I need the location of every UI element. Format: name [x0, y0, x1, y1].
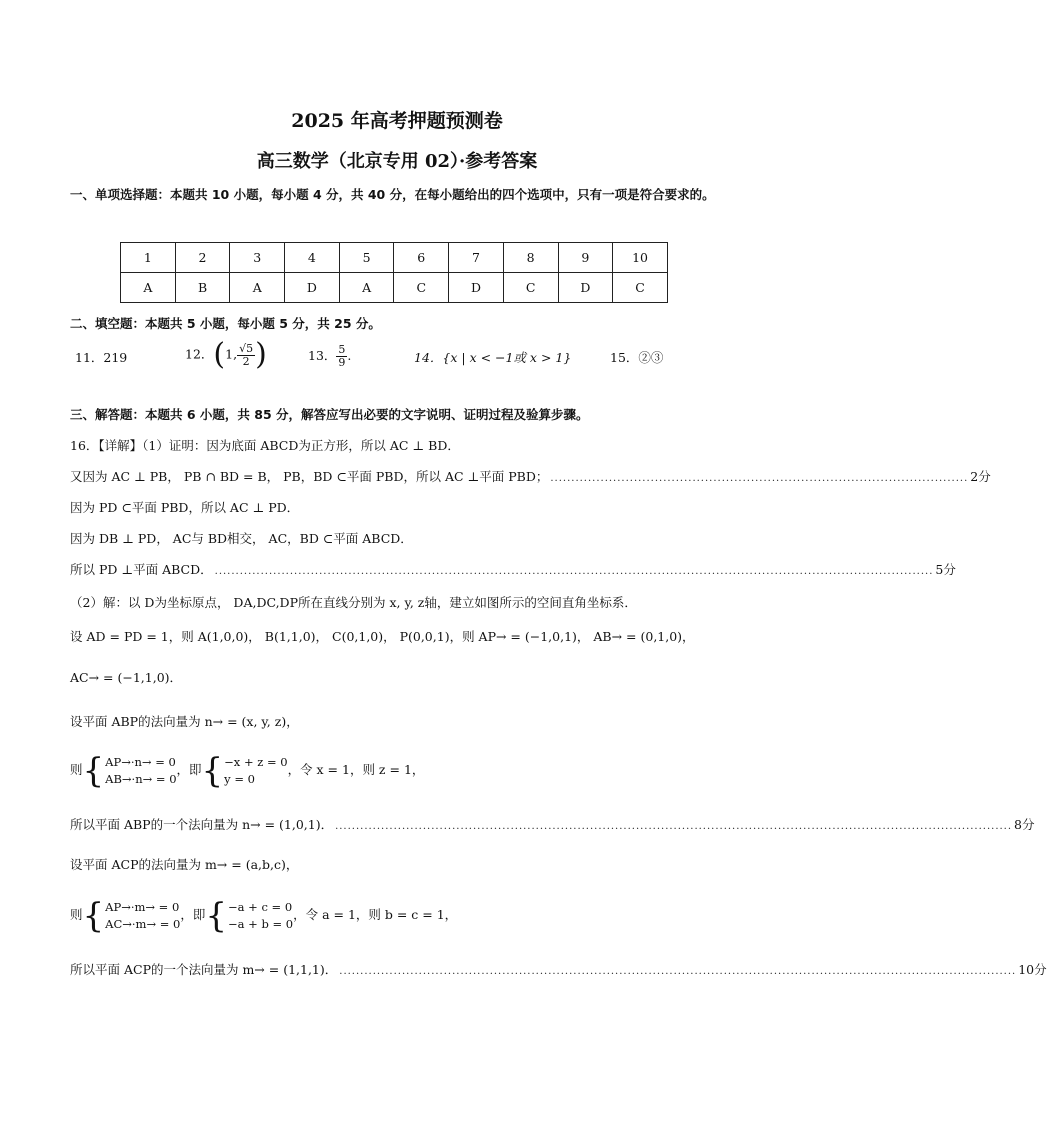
page-title: 2025 年高考押题预测卷 [291, 110, 503, 132]
answer-cell: C [613, 273, 668, 303]
answer-cell: B [175, 273, 230, 303]
solution-line: 设 AD = PD = 1，则 A(1,0,0)， B(1,1,0)， C(0,1,0)， P(0,0,1)，则 AP→ = (−1,0,1)， AB→ = (0,1,0)， [70, 629, 695, 644]
answer-cell: A [230, 273, 285, 303]
score-mark: 8分 [1014, 817, 1035, 832]
equation-system-line [70, 895, 710, 935]
equation-system: { −a + c = 0 −a + b = 0 [205, 895, 294, 936]
system-connector: ，即 [180, 907, 206, 922]
fill-answer-15: 15．②③ [610, 350, 664, 365]
equation: AP→·n→ = 0 [105, 754, 176, 769]
dot-leader: ............................................................................................................................................................................ [214, 566, 934, 577]
section2-heading: 二、填空题：本题共 5 小题，每小题 5 分，共 25 分。 [70, 316, 381, 331]
equation: AP→·m→ = 0 [105, 899, 180, 914]
solution-line-scored [70, 560, 956, 582]
solution-line: 因为 DB ⊥ PD， AC与 BD相交， AC，BD ⊂平面 ABCD． [70, 531, 413, 546]
equation-system: { AP→·m→ = 0 AC→·m→ = 0 [82, 895, 181, 936]
equation-system: { AP→·n→ = 0 AB→·n→ = 0 [82, 750, 177, 791]
question-number: 10 [613, 243, 668, 273]
equation: AC→·m→ = 0 [105, 916, 181, 931]
fill-answer-13: 13． $\frac{5}{9}$ . [308, 343, 352, 369]
answer-cell: D [449, 273, 504, 303]
answer-cell: C [503, 273, 558, 303]
equation-system-line [70, 750, 710, 790]
system-prefix: 则 [70, 907, 83, 922]
fraction-numerator: 5 [338, 343, 346, 356]
equation: AB→·n→ = 0 [105, 771, 177, 786]
equation: −x + z = 0 [224, 754, 288, 769]
solution-line: 设平面 ACP的法向量为 m→ = (a,b,c)， [70, 857, 299, 872]
fraction-denominator: 9 [338, 356, 346, 369]
answer-cell: C [394, 273, 449, 303]
fraction-denominator: 2 [242, 354, 250, 368]
equation: −a + b = 0 [228, 916, 294, 931]
fill-answer-12-label: 12． [185, 346, 214, 362]
question-number: 5 [339, 243, 394, 273]
dot-leader: .................................................................................................................................................................. [335, 821, 1013, 832]
system-suffix: ，令 a = 1，则 b = c = 1， [293, 907, 458, 922]
section3-heading: 三、解答题：本题共 6 小题，共 85 分，解答应写出必要的文字说明、证明过程及验算步骤。 [70, 407, 589, 422]
question-number: 6 [394, 243, 449, 273]
score-mark: 2分 [970, 469, 991, 484]
dot-leader: .................................................................................................................................................................. [339, 966, 1017, 977]
solution-line-text: 所以 PD ⊥平面 ABCD． [70, 562, 213, 577]
fill-answer-14: 14．{x | x < −1或 x > 1} [414, 350, 572, 365]
system-connector: ，即 [176, 762, 202, 777]
question-number: 3 [230, 243, 285, 273]
solution-line: 设平面 ABP的法向量为 n→ = (x, y, z)， [70, 714, 299, 729]
page-subtitle: 高三数学（北京专用 02）·参考答案 [256, 151, 538, 172]
fill-answer-12-fraction [237, 343, 255, 368]
question-number: 7 [449, 243, 504, 273]
section1-heading: 一、单项选择题：本题共 10 小题，每小题 4 分，共 40 分，在每小题给出的四个选项中，只有一项是符合要求的。 [70, 187, 715, 202]
solution-line-scored [70, 815, 1035, 837]
fill-answer-12: 12．(1, $\frac{√5}{2}$ ) [185, 337, 267, 372]
solution-line-scored [70, 960, 1047, 982]
equation: y = 0 [224, 771, 255, 786]
solution-line-text: 所以平面 ABP的一个法向量为 n→ = (1,0,1)． [70, 817, 334, 832]
answer-cell: A [121, 273, 176, 303]
answer-table-answers-row [121, 273, 668, 303]
question-number: 4 [285, 243, 340, 273]
fill-answer-13-fraction [336, 344, 347, 369]
solution-line: （2）解：以 D为坐标原点， DA,DC,DP所在直线分别为 x, y, z轴，建立如图所示的空间直角坐标系． [70, 595, 637, 610]
solution-line-text: 又因为 AC ⊥ PB， PB ∩ BD = B， PB，BD ⊂平面 PBD，所以 AC ⊥平面 PBD； [70, 469, 549, 484]
equation-system: { −x + z = 0 y = 0 [201, 750, 288, 791]
answer-cell: A [339, 273, 394, 303]
question-number: 9 [558, 243, 613, 273]
answer-table [120, 242, 668, 303]
fill-answer-12-x: 1, [225, 346, 238, 362]
score-mark: 5分 [935, 562, 956, 577]
answer-cell: D [558, 273, 613, 303]
fill-answer-11: 11．219 [75, 350, 128, 365]
solution-line: AC→ = (−1,1,0)． [70, 670, 183, 685]
solution-line: 16．【详解】（1）证明：因为底面 ABCD为正方形，所以 AC ⊥ BD． [70, 438, 460, 453]
fraction-numerator: √5 [239, 341, 254, 355]
answer-cell: D [285, 273, 340, 303]
equation: −a + c = 0 [228, 899, 293, 914]
fill-answer-13-label: 13． [308, 348, 337, 363]
solution-line-scored [70, 467, 991, 489]
dot-leader: .................................................................................................... [550, 473, 969, 484]
solution-line-text: 所以平面 ACP的一个法向量为 m→ = (1,1,1)． [70, 962, 338, 977]
system-prefix: 则 [70, 762, 83, 777]
system-suffix: ，令 x = 1，则 z = 1， [287, 762, 425, 777]
answer-table-numbers-row [121, 243, 668, 273]
solution-line: 因为 PD ⊂平面 PBD，所以 AC ⊥ PD． [70, 500, 300, 515]
score-mark: 10分 [1018, 962, 1047, 977]
question-number: 8 [503, 243, 558, 273]
question-number: 2 [175, 243, 230, 273]
question-number: 1 [121, 243, 176, 273]
